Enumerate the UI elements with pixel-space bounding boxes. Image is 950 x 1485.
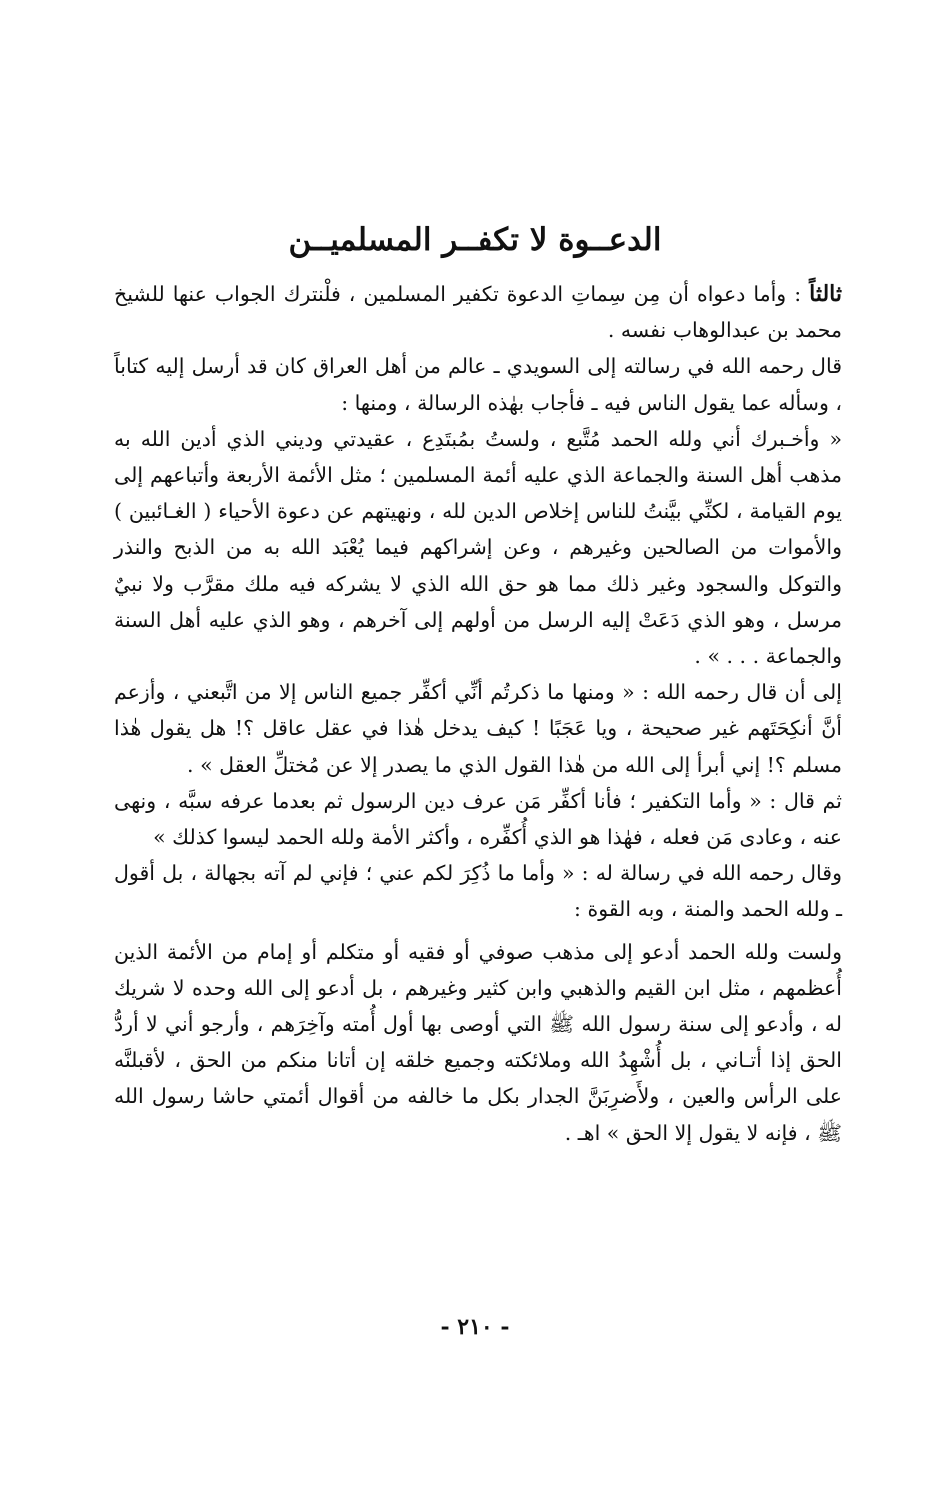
paragraph-7-quote: ولست ولله الحمد أدعو إلى مذهب صوفي أو فقيه أو متكلم أو إمام من الأئمة الذين أُعظمهم ، مثل ابن القيم والذهبي وابن كثير وغيرهم ، بل أدعو إلى الله وحده لا شريك له ، وأدعو إلى سنة رسول الله ﷺ التي أوصى بها أول أُمته وآخِرَهم ، وأرجو أني لا أردُّ الحق إذا أتـاني ، بل أُشْهِدُ الله وملائكته وجميع خلقه إن أتانا منكم من الحق ، لأقبلنَّه على الرأس والعين ، ولأَضرِبَنَّ الجدار بكل ما خالفه من أقوال أئمتي حاشا رسول الله ﷺ ، فإنه لا يقول إلا الحق » اهـ . [114,939,842,1145]
paragraph-lead: ثالثاً [809,281,842,307]
paragraph-4-quote: إلى أن قال رحمه الله : « ومنها ما ذكرتُم أنِّي أكفِّر جميع الناس إلا من اتَّبعني ، وأزعم أنَّ أنكِحَتَهم غير صحيحة ، ويا عَجَبًا ! كيف يدخل هٰذا في عقل عاقل ؟! هل يقول هٰذا مسلم ؟! إني أبرأ إلى الله من هٰذا القول الذي ما يصدر إلا عن مُختلِّ العقل » . [114,680,842,777]
paragraph-6: وقال رحمه الله في رسالة له : « وأما ما ذُكِرَ لكم عني ؛ فإني لم آته بجهالة ، بل أقول ـ ولله الحمد والمنة ، وبه القوة : [114,861,842,922]
paragraph-5-quote: ثم قال : « وأما التكفير ؛ فأنا أكفِّر مَن عرف دين الرسول ثم بعدما عرفه سبَّه ، ونهى عنه ، وعادى مَن فعله ، فهٰذا هو الذي أُكفِّره ، وأكثر الأمة ولله الحمد ليسوا كذلك » [114,788,842,850]
body-text [114,276,842,1151]
paragraph-2: قال رحمه الله في رسالته إلى السويدي ـ عالم من أهل العراق كان قد أرسل إليه كتاباً ، وسأله عما يقول الناس فيه ـ فأجاب بهٰذه الرسالة ، ومنها : [114,354,842,415]
paragraph-1 [114,276,842,348]
page-number: - ٢١٠ - [440,1314,510,1340]
page-title: الدعــوة لا تكفــر المسلميــن [288,222,662,258]
paragraph-3-quote: « وأخـبرك أني ولله الحمد مُتَّبع ، ولستُ بمُبتَدِع ، عقيدتي وديني الذي أدين الله به مذهب أهل السنة والجماعة الذي عليه أئمة المسلمين ؛ مثل الأئمة الأربعة وأتباعهم إلى يوم القيامة ، لكنِّي بيَّنتُ للناس إخلاص الدين لله ، ونهيتهم عن دعوة الأحياء ( الغـائبين ) والأموات من الصالحين وغيرهم ، وعن إشراكهم فيما يُعْبَد الله به من الذبح والنذر والتوكل والسجود وغير ذلك مما هو حق الله الذي لا يشركه فيه ملك مقرَّب ولا نبيٌ مرسل ، وهو الذي دَعَتْ إليه الرسل من أولهم إلى آخرهم ، وهو الذي عليه أهل السنة والجماعة . . . » . [114,426,842,669]
paragraph-text: : وأما دعواه أن مِن سِماتِ الدعوة تكفير المسلمين ، فلْنترك الجواب عنها للشيخ محمد بن عبدالوهاب نفسه . [114,282,842,343]
